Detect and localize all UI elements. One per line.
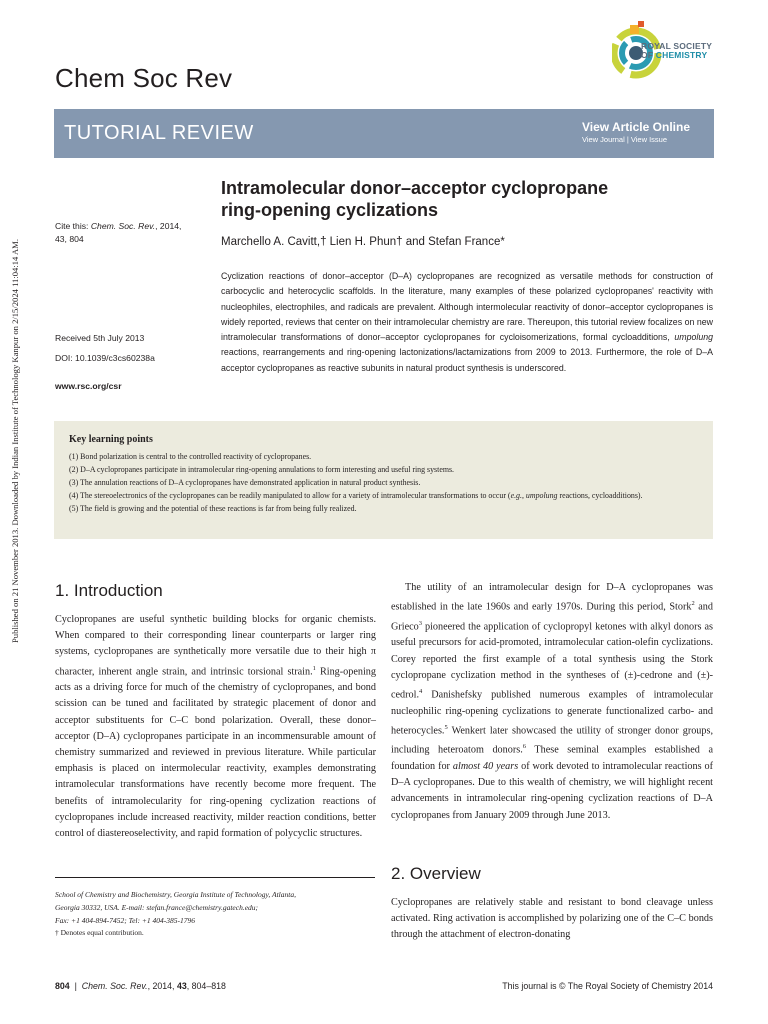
received-date: Received 5th July 2013 (55, 333, 145, 343)
footnote-affiliation-2: Georgia 30332, USA. E-mail: stefan.france@chemistry.gatech.edu; (55, 902, 259, 912)
introduction-paragraph (55, 612, 376, 842)
footnote-affiliation-1: School of Chemistry and Biochemistry, Georgia Institute of Technology, Atlanta, (55, 890, 296, 899)
intro-text-2: Ring-opening acts as a driving force for much of the chemistry of cyclopropanes, and bond scission can be tuned and facilitated by strategic placement of donor and acceptor substituents for C–C bond polarization. Overall, these donor–acceptor (D–A) cyclopropanes participate in an incommensurable amount of chemistry summarized and reviewed in previous literature. While particular emphasis is placed on intermolecular reactivity, examples demonstrating intramolecular transformations have recently become more frequent. The benefits of intramolecularity for ring-opening cyclization reactions of cyclopropanes include increased reactivity, milder reaction conditions, better control of diastereoselectivity, and rapid formation of polycyclic structures. (55, 666, 376, 840)
cite-journal: Chem. Soc. Rev. (90, 221, 156, 231)
page-footer-copyright: This journal is © The Royal Society of Chemistry 2014 (502, 981, 713, 991)
cite-year: , 2014, (155, 221, 182, 231)
article-type-banner (54, 109, 714, 158)
rc-text-g: of work devoted to intramolecular reactions of D–A cyclopropanes. Due to this wealth of chemistry, we will highlight recent advancements in intramolecular ring-opening cyclization reactions of D–A cyclopropanes from January 2009 through June 2013. (391, 760, 713, 821)
ref-4[interactable]: 4 (419, 688, 423, 695)
footer-journal: Chem. Soc. Rev. (81, 981, 148, 991)
footer-pages: , 804–818 (186, 981, 226, 991)
view-article-online-link[interactable]: View Article Online (581, 120, 690, 134)
article-title (221, 177, 691, 221)
key-point-5: (5) The field is growing and the potential of these reactions is far from being fully realized. (69, 504, 357, 513)
footnote-contact: Fax: +1 404-894-7452; Tel: +1 404-385-1796 (55, 915, 196, 925)
key-point-2: (2) D–A cyclopropanes participate in intramolecular ring-opening annulations to form interesting and useful ring systems. (69, 465, 455, 474)
key-learning-points-box (54, 421, 713, 539)
footer-volume: 43 (176, 981, 187, 991)
cite-label: Cite this: (55, 221, 91, 231)
rc-text-b: and Grieco (391, 601, 713, 633)
footer-separator: | (69, 981, 82, 991)
section-heading-overview: 2. Overview (391, 864, 481, 883)
right-column-paragraph (391, 580, 713, 824)
abstract-part-2: reactions, rearrangements and ring-opening lactonizations/lactamizations from 2009 to 2013. Furthermore, the role of D–A acceptor cyclopropanes as reactive subunits in natural product synthesis is underscored. (221, 347, 713, 373)
section-heading-introduction: 1. Introduction (55, 581, 163, 600)
key-point-1: (1) Bond polarization is central to the controlled reactivity of cyclopropanes. (69, 452, 312, 461)
key-point-4 (69, 489, 699, 502)
view-issue-link[interactable]: View Issue (630, 135, 668, 144)
publication-stamp (10, 143, 24, 643)
publication-stamp-text: Published on 21 November 2013. Downloaded by Indian Institute of Technology Kanpur on 2/15/2024 11:04:14 AM. (10, 239, 20, 643)
rc-text-f: These seminal examples established a foundation for (391, 744, 713, 772)
rsc-logo-line1: ROYAL SOCIETY (641, 41, 713, 51)
abstract (221, 269, 713, 376)
doi[interactable]: DOI: 10.1039/c3cs60238a (55, 353, 155, 363)
authors: Marchello A. Cavitt,† Lien H. Phun† and Stefan France* (221, 236, 505, 248)
footnote-rule (55, 877, 375, 878)
journal-title: Chem Soc Rev (55, 63, 233, 93)
key-point-4-umpolung: umpolung (525, 491, 558, 500)
abstract-part-1: Cyclization reactions of donor–acceptor (D–A) cyclopropanes are recognized as versatile methods for construction of carbocyclic and heterocyclic scaffolds. In the literature, many examples of these polarized cyclopropanes' reactivity with nucleophiles, electrophiles, and radicals are prevalent. Although intermolecular reactivity of donor–acceptor cyclopropanes is widely reported, reviews that center on their intramolecular chemistry are rare. Thereupon, this tutorial review focalizes on new intramolecular transformations of donor–acceptor cyclopropanes for cycloisomerizations, formal cycloadditions, (221, 271, 713, 343)
article-title-line1: Intramolecular donor–acceptor cyclopropane (221, 178, 609, 198)
rc-text-c: pioneered the application of cyclopropyl ketones with alkyl donors as useful precursors for acid-promoted, intramolecular cation-olefin cyclizations. Corey reported the first example of a total synthesis using the Stork cyclopropane cyclization method in the syntheses of (±)-cedrone and (±)-cedrol. (391, 621, 713, 701)
article-type: TUTORIAL REVIEW (64, 122, 254, 144)
abstract-emphasis: umpolung (674, 332, 713, 343)
key-learning-points-list (69, 450, 699, 515)
key-point-4-eg: e.g. (510, 491, 522, 500)
key-point-3: (3) The annulation reactions of D–A cyclopropanes have demonstrated application in natural product synthesis. (69, 478, 421, 487)
link-separator: | (624, 135, 631, 144)
page-number: 804 (55, 981, 70, 991)
citation-block (55, 220, 205, 245)
rsc-logo-chemistry: CHEMISTRY (655, 50, 708, 60)
key-point-4-a: (4) The stereoelectronics of the cyclopropanes can be readily manipulated to allow for a variety of intramolecular transformations to occur ( (69, 491, 511, 500)
intro-text-1: Cyclopropanes are useful synthetic building blocks for organic chemists. When compared to their corresponding linear counterparts or larger ring systems, cyclopropanes are synthetically more versatile due to their high π character, inherent angle strain, and intrinsic torsional strain. (55, 614, 376, 677)
banner-links (582, 120, 690, 144)
footer-year: , 2014, (147, 981, 177, 991)
journal-site-link[interactable]: www.rsc.org/csr (55, 381, 122, 391)
footnote-equal-contribution: † Denotes equal contribution. (55, 928, 144, 938)
ref-5[interactable]: 5 (444, 723, 448, 731)
ref-6[interactable]: 6 (522, 743, 526, 751)
banner-sublinks (582, 135, 690, 144)
view-journal-link[interactable]: View Journal (581, 135, 625, 144)
key-point-4-sep: , (521, 491, 526, 500)
author-footnote (55, 889, 375, 940)
ref-3[interactable]: 3 (418, 619, 422, 627)
rc-text-e: Wenkert later showcased the utility of stronger donor groups, including heteroatom donors. (391, 725, 713, 756)
overview-paragraph: Cyclopropanes are relatively stable and resistant to bond cleavage unless activated. Ring activation is accomplished by polarizing one of the C–C bonds through the attachment of electron-donating (391, 897, 713, 941)
key-learning-points-title: Key learning points (69, 434, 153, 445)
rc-text-a: The utility of an intramolecular design for D–A cyclopropanes was established in the late 1960s and early 1970s. During this period, Stork (391, 582, 713, 613)
rsc-logo-text (641, 42, 712, 60)
rc-text-d: Danishefsky published numerous examples of intramolecular nucleophilic ring-opening cyclizations to generate functionalized carbo- and heterocycles. (391, 689, 713, 737)
article-title-line2: ring-opening cyclizations (221, 200, 439, 220)
page-footer-left (55, 981, 226, 991)
ref-2[interactable]: 2 (691, 600, 695, 608)
rsc-logo-line2 (641, 51, 712, 60)
key-point-4-b: reactions, cycloadditions). (557, 491, 643, 500)
cite-volume-pages: 43, 804 (55, 233, 84, 244)
rsc-logo (612, 17, 717, 85)
rsc-logo-of: OF (641, 50, 656, 60)
rc-emphasis: almost 40 years (452, 760, 519, 772)
ref-1[interactable]: 1 (312, 664, 316, 672)
